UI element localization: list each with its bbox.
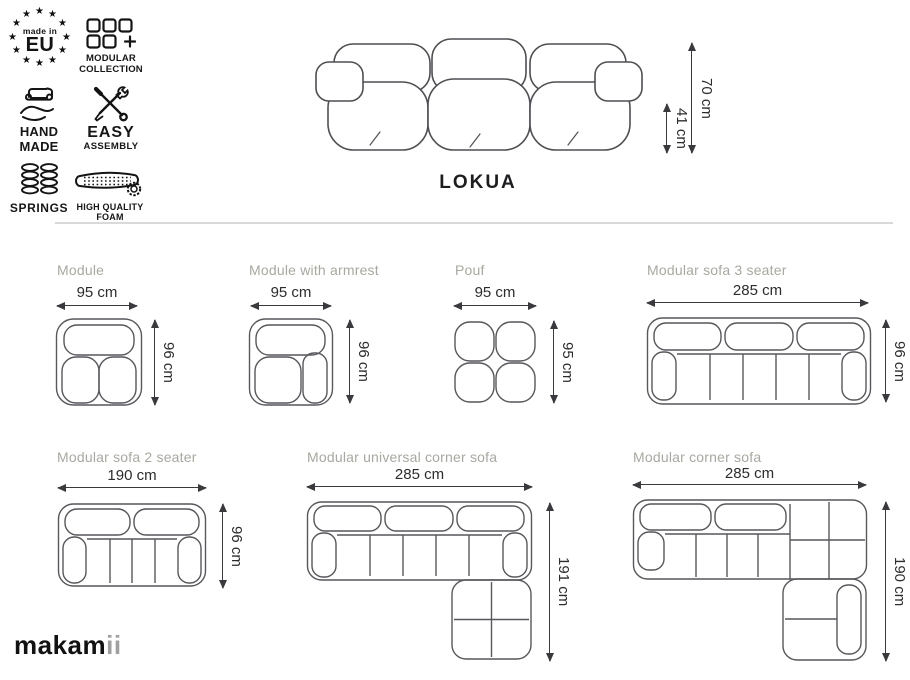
sofa3-height-arrow [885,320,886,402]
sofa3-width-dim: 285 cm [732,282,783,299]
module-armrest-width-dim: 95 cm [270,284,312,301]
star-icon: ★ [8,32,17,43]
springs-icon [18,162,60,198]
corner-universal-drawing [306,500,533,662]
hand-made-icon [17,84,61,122]
star-icon: ★ [58,45,67,56]
corner-width-dim: 285 cm [724,465,775,482]
foam-badge [72,168,148,222]
diagram-label-pouf: Pouf [455,262,485,278]
foam-label: HIGH QUALITY FOAM [76,202,144,223]
module-armrest-drawing [248,317,334,407]
sofa3-height-dim: 96 cm [891,340,908,382]
diagram-label-module-armrest: Module with armrest [249,262,379,278]
star-icon: ★ [48,9,57,20]
module-width-dim: 95 cm [76,284,118,301]
star-icon: ★ [58,18,67,29]
star-icon: ★ [12,18,21,29]
diagram-label-sofa3: Modular sofa 3 seater [647,262,787,278]
hero-sofa-drawing [308,24,648,164]
module-height-dim: 96 cm [160,342,177,383]
assembly-label: ASSEMBLY [83,140,139,152]
hand-made-label: HAND MADE [19,124,59,154]
product-title: LOKUA [439,172,517,193]
total-height-dim: 70 cm [698,77,715,119]
tools-icon [91,84,131,122]
sofa2-height-arrow [222,504,223,588]
sofa2-height-dim: 96 cm [228,525,245,567]
sofa3-width-arrow [647,302,868,303]
star-icon: ★ [12,45,21,56]
sofa3-drawing [646,316,872,406]
star-icon: ★ [48,55,57,66]
pouf-height-arrow [553,321,554,403]
pouf-width-arrow [454,305,536,306]
diagram-label-corner-universal: Modular universal corner sofa [307,449,498,465]
total-height-arrow [691,43,692,153]
diagram-label-module: Module [57,262,105,278]
diagram-label-sofa2: Modular sofa 2 seater [57,449,197,465]
brand-logo-suffix: ii [106,630,122,660]
corner-height-arrow [885,502,886,661]
star-icon: ★ [35,58,44,69]
hand-made-badge [8,84,70,154]
springs-label: SPRINGS [9,201,69,215]
pouf-width-dim: 95 cm [474,284,516,301]
corner-drawing [632,498,868,662]
star-icon: ★ [22,9,31,20]
module-width-arrow [57,305,137,306]
eu-label: EU [25,34,55,56]
module-drawing [55,317,143,407]
diagram-label-corner: Modular corner sofa [633,449,762,465]
star-icon: ★ [35,6,44,17]
star-icon: ★ [22,55,31,66]
module-armrest-width-arrow [251,305,331,306]
brand-logo [14,630,122,661]
sofa2-width-dim: 190 cm [107,467,157,484]
made-in-eu-badge [8,8,72,72]
seat-height-dim: 41 cm [673,108,690,149]
corner-height-dim: 190 cm [891,556,908,607]
sofa2-width-arrow [58,487,206,488]
section-divider [55,222,893,224]
seat-height-arrow [666,104,667,153]
made-in-label: made in [22,26,58,36]
corner-universal-height-dim: 191 cm [555,557,572,607]
module-armrest-height-arrow [349,320,350,403]
module-height-arrow [154,320,155,405]
modular-collection-label: MODULAR COLLECTION [79,53,143,75]
sofa2-drawing [57,502,207,588]
modular-collection-badge [76,18,146,75]
springs-badge [8,162,70,215]
pouf-height-dim: 95 cm [559,341,576,383]
easy-label: EASY [87,124,135,141]
module-armrest-height-dim: 96 cm [355,341,372,382]
foam-icon [75,168,145,200]
badges-panel [0,0,170,225]
pouf-drawing [452,319,538,405]
easy-assembly-badge [78,84,144,153]
corner-universal-height-arrow [549,503,550,661]
corner-universal-width-arrow [307,486,532,487]
modular-squares-icon [86,18,136,50]
corner-width-arrow [633,484,866,485]
brand-logo-main: makam [14,630,107,660]
star-icon: ★ [62,32,71,43]
corner-universal-width-dim: 285 cm [394,466,445,483]
